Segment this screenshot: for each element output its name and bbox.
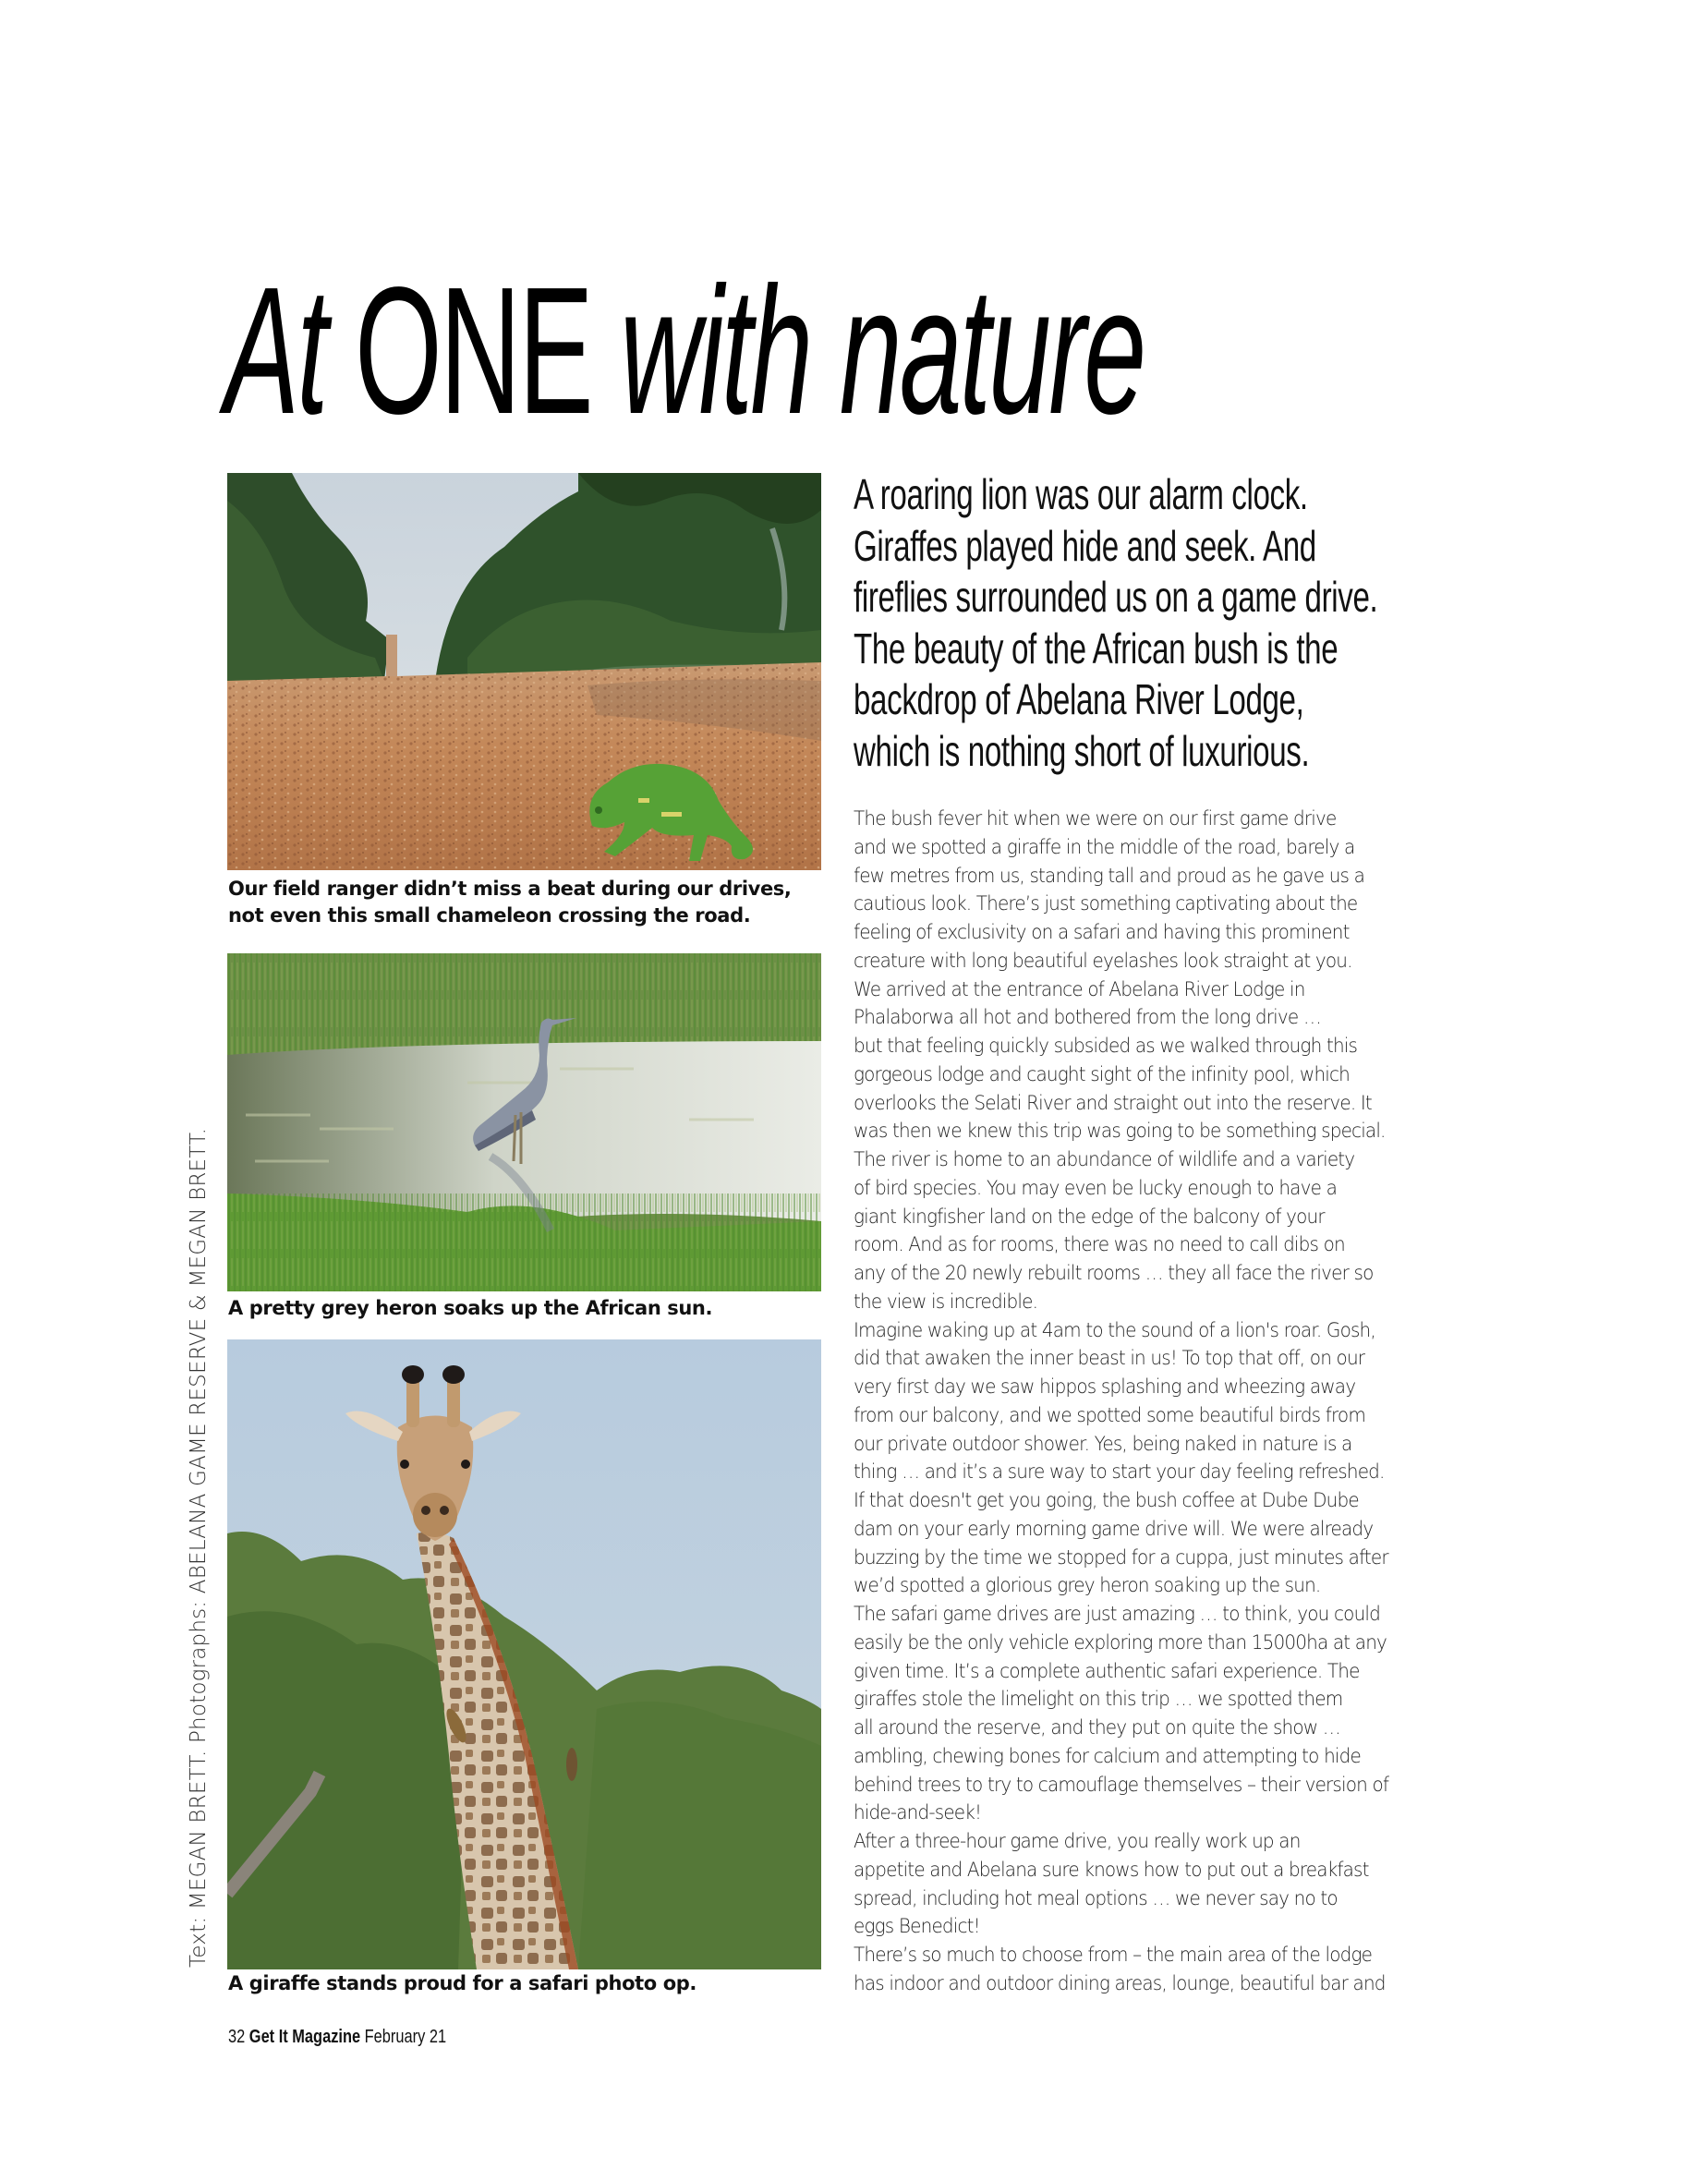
body-line: giraffes stole the limelight on this trip … we spotted them [854,1688,1343,1712]
body-line: After a three-hour game drive, you really work up an [854,1830,1301,1853]
magazine-name: Get It Magazine [248,2027,361,2047]
body-line: hide-and-seek! [854,1801,982,1825]
body-line: given time. It’s a complete authentic safari experience. The [854,1659,1360,1683]
photo-giraffe [227,1339,821,1969]
body-line: has indoor and outdoor dining areas, lounge, beautiful bar and [854,1971,1386,1995]
body-line: appetite and Abelana sure knows how to put out a breakfast [854,1858,1369,1882]
headline-part-one: ONE [355,249,592,452]
article-headline [224,249,1145,452]
body-line: the view is incredible. [854,1290,1038,1314]
caption-line: Our field ranger didn’t miss a beat during our drives, [228,878,792,900]
body-line: easily be the only vehicle exploring more than 15000ha at any [854,1630,1387,1654]
body-line: few metres from us, standing tall and proud as he gave us a [854,864,1365,888]
body-line: eggs Benedict! [854,1915,980,1939]
standfirst [854,469,1519,777]
body-line: behind trees to try to camouflage themselves – their version of [854,1773,1389,1797]
body-line: of bird species. You may even be lucky enough to have a [854,1176,1337,1200]
article-body [854,806,1500,1999]
body-line: feeling of exclusivity on a safari and having this prominent [854,921,1350,944]
body-line: from our balcony, and we spotted some beautiful birds from [854,1403,1365,1427]
body-line: room. And as for rooms, there was no need to call dibs on [854,1233,1345,1257]
body-line: The bush fever hit when we were on our first game drive [854,807,1337,830]
body-line: overlooks the Selati River and straight out into the reserve. It [854,1091,1372,1115]
standfirst-line: Giraffes played hide and seek. And [854,521,1316,570]
page-number: 32 [228,2027,246,2047]
caption-line: not even this small chameleon crossing the road. [228,904,751,927]
body-line: There’s so much to choose from – the main area of the lodge [854,1944,1373,1967]
standfirst-line: fireflies surrounded us on a game drive. [854,573,1378,621]
standfirst-line: The beauty of the African bush is the [854,624,1339,672]
issue-date: February 21 [364,2027,447,2047]
body-line: giant kingfisher land on the edge of the balcony of your [854,1205,1325,1229]
caption-road [228,876,792,929]
body-line: The safari game drives are just amazing … to think, you could [854,1603,1381,1626]
standfirst-line: A roaring lion was our alarm clock. [854,470,1308,518]
photo-road-chameleon [227,473,821,870]
body-line: all around the reserve, and they put on quite the show … [854,1716,1340,1739]
body-line: very first day we saw hippos splashing and wheezing away [854,1375,1356,1399]
caption-heron: A pretty grey heron soaks up the African sun. [228,1297,713,1319]
body-line: did that awaken the inner beast in us! To top that off, on our [854,1347,1365,1371]
body-line: creature with long beautiful eyelashes look straight at you. [854,949,1352,973]
body-line: our private outdoor shower. Yes, being naked in nature is a [854,1432,1352,1456]
body-line: cautious look. There’s just something captivating about the [854,892,1358,916]
body-line: spread, including hot meal options … we never say no to [854,1886,1338,1910]
body-line: any of the 20 newly rebuilt rooms … they all face the river so [854,1262,1374,1285]
body-line: If that doesn't get you going, the bush coffee at Dube Dube [854,1489,1359,1512]
headline-part-with-nature: with nature [620,249,1145,452]
body-line: but that feeling quickly subsided as we walked through this [854,1035,1358,1058]
standfirst-line: which is nothing short of luxurious. [854,726,1310,775]
body-line: We arrived at the entrance of Abelana River Lodge in [854,977,1305,1001]
body-line: Phalaborwa all hot and bothered from the long drive … [854,1006,1322,1030]
standfirst-line: backdrop of Abelana River Lodge, [854,675,1304,723]
photo-credit: Text: MEGAN BRETT. Photographs: ABELANA GAME RESERVE & MEGAN BRETT. [187,1127,211,1968]
caption-giraffe: A giraffe stands proud for a safari photo op. [228,1972,697,1994]
body-line: gorgeous lodge and caught sight of the infinity pool, which [854,1062,1350,1086]
body-line: buzzing by the time we stopped for a cuppa, just minutes after [854,1545,1388,1569]
body-line: ambling, chewing bones for calcium and attempting to hide [854,1744,1361,1768]
body-line: thing … and it’s a sure way to start your day feeling refreshed. [854,1460,1385,1484]
body-line: was then we knew this trip was going to be something special. [854,1120,1386,1144]
body-line: and we spotted a giraffe in the middle of the road, barely a [854,835,1355,859]
page-folio [228,2027,446,2048]
body-line: The river is home to an abundance of wildlife and a variety [854,1148,1355,1171]
headline-part-at: At [224,249,326,452]
photo-grey-heron [227,953,821,1291]
body-line: dam on your early morning game drive will. We were already [854,1517,1374,1541]
body-line: Imagine waking up at 4am to the sound of a lion's roar. Gosh, [854,1318,1375,1342]
body-line: we’d spotted a glorious grey heron soaking up the sun. [854,1574,1321,1598]
